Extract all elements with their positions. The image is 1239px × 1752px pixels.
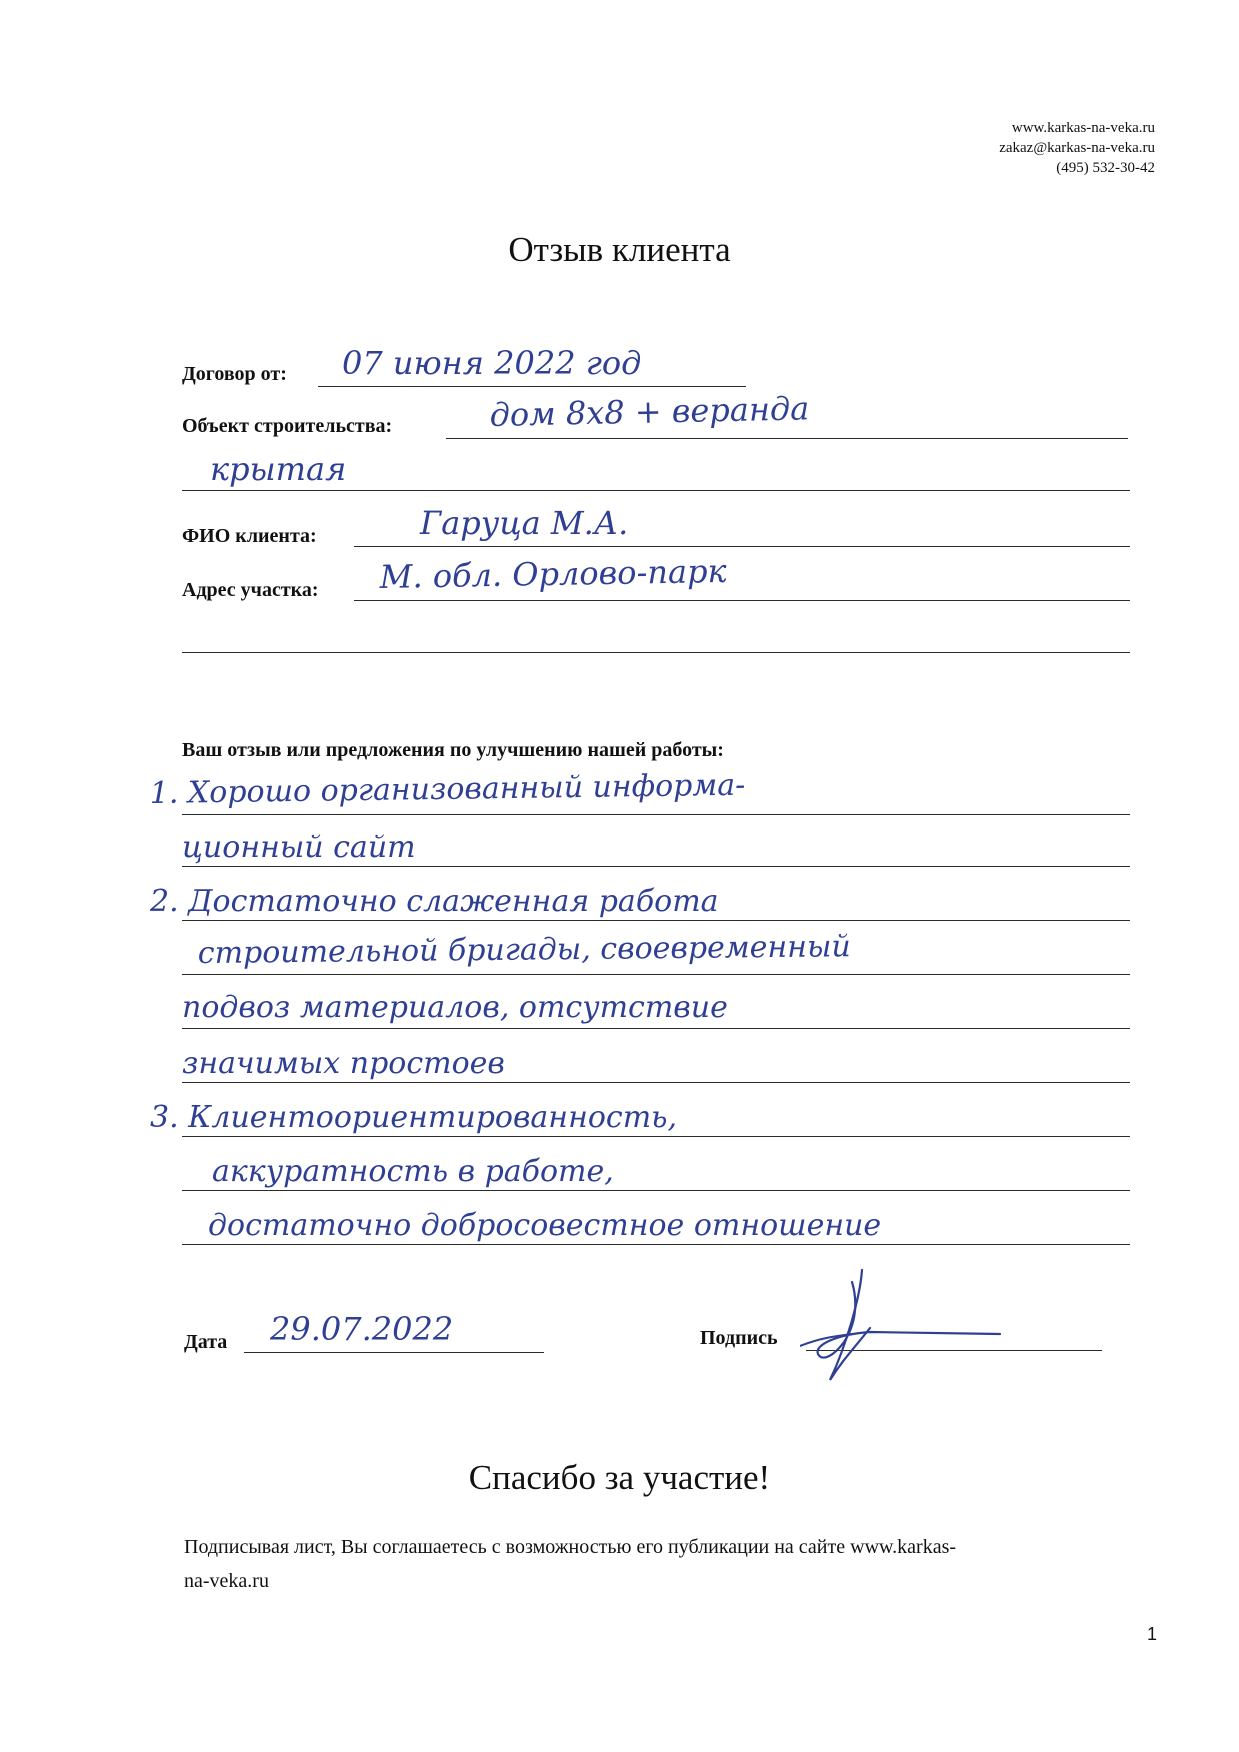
review-line: значимых простоев [182,1046,505,1081]
consent-line: Подписывая лист, Вы соглашаетесь с возможностью его публикации на сайте www.karkas- [184,1536,957,1558]
website-link[interactable]: www.karkas-na-veka.ru [1011,120,1155,136]
object-value-line-1: дом 8х8 + веранда [489,389,810,434]
review-rule [182,1136,1130,1137]
review-line: 1. Хорошо организованный информа- [149,767,746,812]
address-rule-1 [354,600,1130,601]
review-line: достаточно добросовестное отношение [208,1208,882,1243]
phone-number: (495) 532-30-42 [1056,160,1155,176]
review-rule [182,814,1130,815]
address-value: М. обл. Орлово-парк [379,551,727,596]
review-rule [182,1082,1130,1083]
review-line: ционный сайт [182,830,416,865]
review-line: аккуратность в работе, [212,1154,614,1189]
thanks-message: Спасибо за участие! [468,1458,771,1497]
review-line: подвоз материалов, отсутствие [182,990,728,1025]
date-rule [244,1352,544,1353]
signature-label: Подпись [700,1327,778,1349]
object-rule-2 [182,490,1130,491]
object-value-line-2: крытая [210,450,347,488]
date-label: Дата [184,1331,228,1353]
review-line: строительной бригады, своевременный [197,929,851,972]
page-title: Отзыв клиента [508,230,731,269]
review-rule [182,1244,1130,1245]
address-rule-2 [182,652,1130,653]
contract-label: Договор от: [182,363,287,385]
consent-line: na-veka.ru [184,1570,269,1592]
review-rule [182,974,1130,975]
review-rule [182,1028,1130,1029]
contact-block [999,118,1155,178]
signature-mark [800,1262,1010,1392]
review-rule [182,866,1130,867]
contract-value: 07 июня 2022 год [342,344,642,382]
date-value: 29.07.2022 [270,1310,454,1348]
client-rule [354,546,1130,547]
page-number: 1 [1146,1624,1157,1644]
review-line: 2. Достаточно слаженная работа [150,884,719,919]
address-label: Адрес участка: [182,579,319,601]
client-value: Гаруца М.А. [420,504,629,542]
client-label: ФИО клиента: [182,525,317,547]
contract-rule [318,386,746,387]
review-rule [182,1190,1130,1191]
object-label: Объект строительства: [182,415,393,437]
object-rule-1 [446,438,1128,439]
consent-text [184,1530,1184,1598]
email-link[interactable]: zakaz@karkas-na-veka.ru [999,140,1155,156]
review-label: Ваш отзыв или предложения по улучшению нашей работы: [182,739,724,761]
review-line: 3. Клиентоориентированность, [150,1100,678,1135]
review-rule [182,920,1130,921]
